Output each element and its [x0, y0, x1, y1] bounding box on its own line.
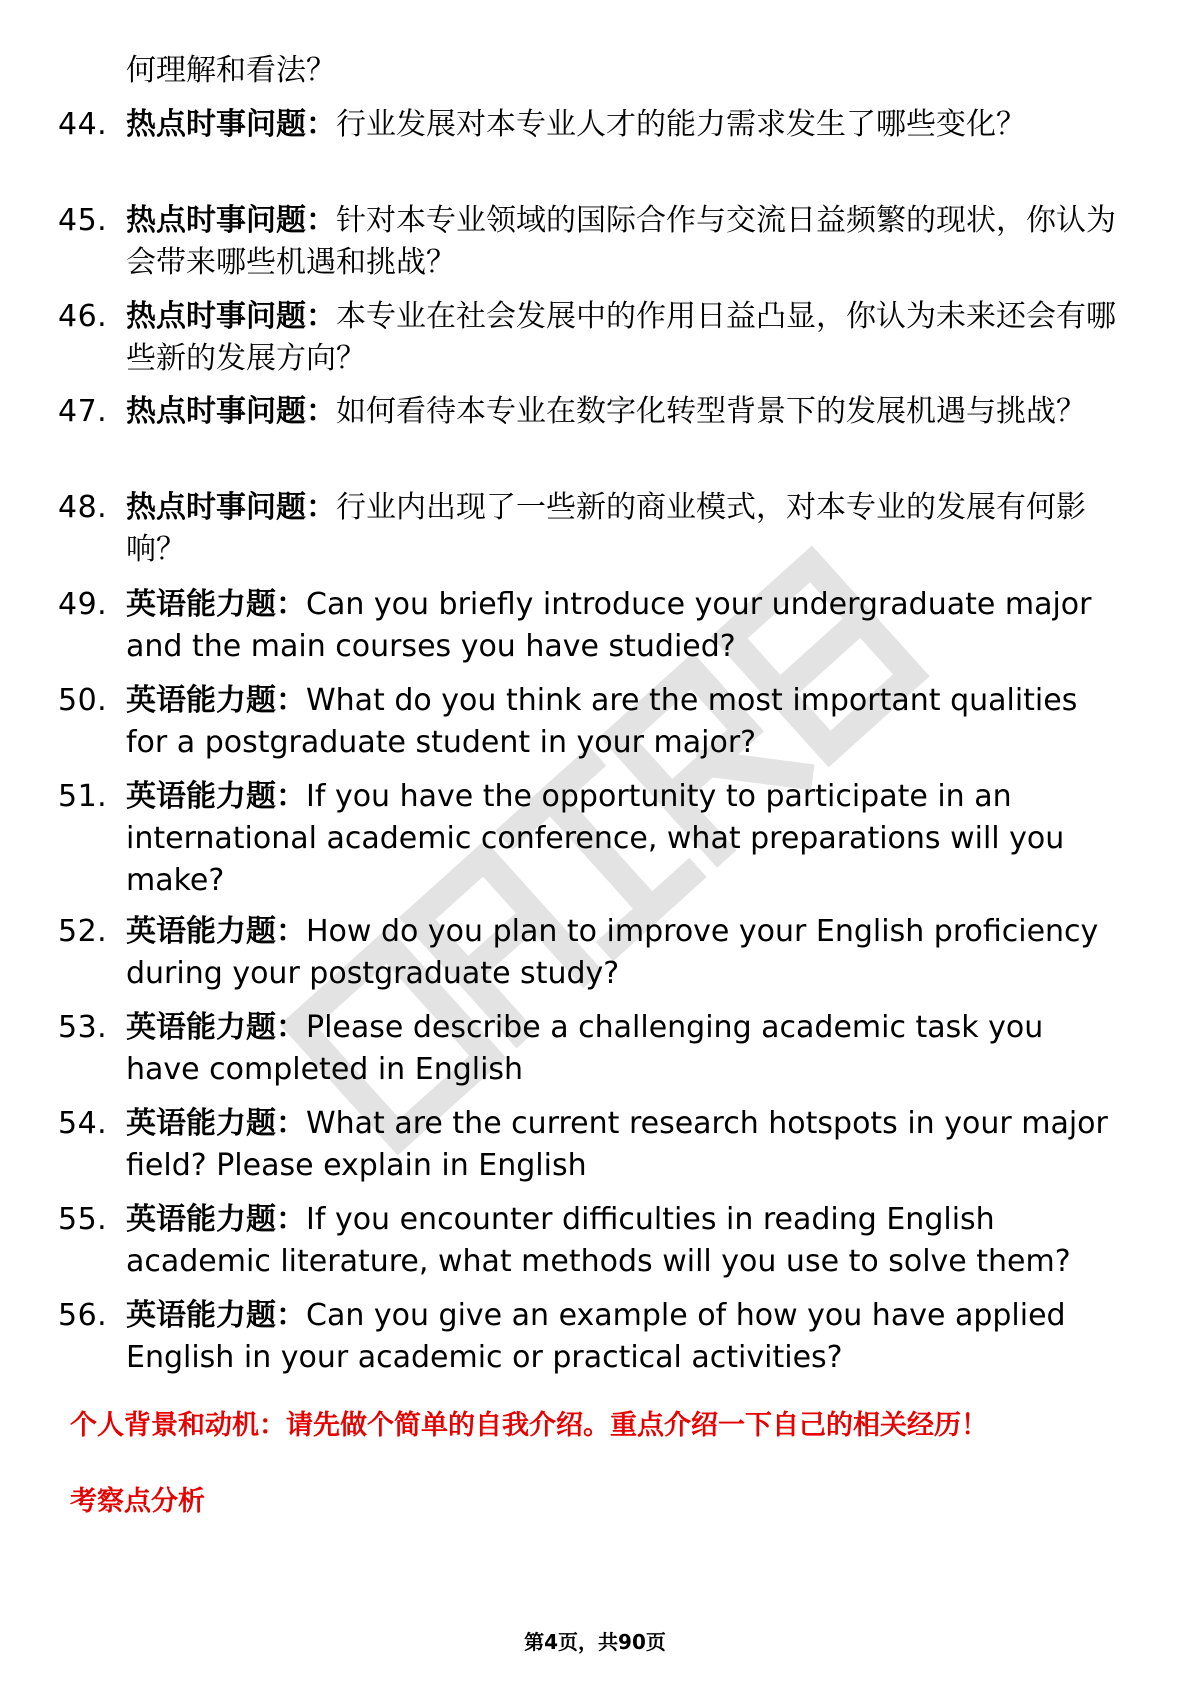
- question-text: 本专业在社会发展中的作用日益凸显，你认为未来还会有哪些新的发展方向？: [126, 299, 1116, 376]
- list-item: [58, 1199, 1118, 1283]
- list-item: [58, 584, 1118, 668]
- question-tag: 英语能力题：: [126, 1106, 306, 1141]
- list-item: [58, 391, 1118, 433]
- list-item: [58, 680, 1118, 764]
- question-number: 46.: [58, 299, 108, 334]
- question-body: [126, 200, 1118, 284]
- question-body: [126, 104, 1118, 146]
- question-text: Can you give an example of how you have applied English in your academic or practical activities?: [126, 1298, 1066, 1375]
- question-body: [126, 296, 1118, 380]
- question-number: 52.: [58, 914, 108, 949]
- question-number: 45.: [58, 203, 108, 238]
- question-number: 54.: [58, 1106, 108, 1141]
- question-body: [126, 1295, 1118, 1379]
- question-body: [126, 391, 1118, 433]
- question-tag: 英语能力题：: [126, 587, 306, 622]
- list-item: [58, 200, 1118, 284]
- question-body: [126, 776, 1118, 902]
- question-body: [126, 487, 1118, 571]
- list-item: [58, 487, 1118, 571]
- list-item: [58, 776, 1118, 902]
- question-tag: 热点时事问题：: [126, 203, 336, 238]
- question-tag: 英语能力题：: [126, 779, 306, 814]
- question-text: 行业发展对本专业人才的能力需求发生了哪些变化？: [336, 107, 1026, 142]
- question-body: [126, 584, 1118, 668]
- question-text: Please describe a challenging academic task you have completed in English: [126, 1010, 1044, 1087]
- question-body: [126, 911, 1118, 995]
- question-number: 49.: [58, 587, 108, 622]
- question-text: 针对本专业领域的国际合作与交流日益频繁的现状，你认为会带来哪些机遇和挑战？: [126, 203, 1116, 280]
- question-tag: 热点时事问题：: [126, 490, 336, 525]
- analysis-heading: 考察点分析: [70, 1486, 205, 1517]
- continuation-text: 何理解和看法？: [126, 53, 336, 88]
- question-text: 行业内出现了一些新的商业模式，对本专业的发展有何影响？: [126, 490, 1086, 567]
- question-body: [126, 1199, 1118, 1283]
- section-heading: 个人背景和动机：请先做个简单的自我介绍。重点介绍一下自己的相关经历！: [70, 1410, 988, 1441]
- question-number: 50.: [58, 683, 108, 718]
- question-tag: 热点时事问题：: [126, 299, 336, 334]
- question-number: 56.: [58, 1298, 108, 1333]
- page-number-footer: 第4页，共90页: [524, 1630, 666, 1654]
- question-tag: 英语能力题：: [126, 683, 306, 718]
- question-number: 51.: [58, 779, 108, 814]
- question-body: [126, 1103, 1118, 1187]
- question-tag: 英语能力题：: [126, 1298, 306, 1333]
- question-text: 如何看待本专业在数字化转型背景下的发展机遇与挑战？: [336, 394, 1086, 429]
- question-number: 55.: [58, 1202, 108, 1237]
- question-number: 53.: [58, 1010, 108, 1045]
- list-item: [58, 1295, 1118, 1379]
- list-item: [58, 296, 1118, 380]
- list-item: [58, 911, 1118, 995]
- question-tag: 英语能力题：: [126, 1202, 306, 1237]
- list-item: [58, 1007, 1118, 1091]
- question-text: If you encounter difficulties in reading English academic literature, what methods will you use to solve them?: [126, 1202, 1071, 1279]
- question-number: 44.: [58, 107, 108, 142]
- question-text: How do you plan to improve your English proficiency during your postgraduate study?: [126, 914, 1099, 991]
- question-text: What do you think are the most important qualities for a postgraduate student in your major?: [126, 683, 1078, 760]
- question-number: 47.: [58, 394, 108, 429]
- question-tag: 热点时事问题：: [126, 394, 336, 429]
- question-tag: 英语能力题：: [126, 914, 306, 949]
- question-text: If you have the opportunity to participate in an international academic conference, what preparations will you make?: [126, 779, 1065, 898]
- question-text: Can you briefly introduce your undergraduate major and the main courses you have studied?: [126, 587, 1092, 664]
- question-body: [126, 680, 1118, 764]
- question-body: [126, 1007, 1118, 1091]
- question-number: 48.: [58, 490, 108, 525]
- list-item: [58, 1103, 1118, 1187]
- question-text: What are the current research hotspots in your major field? Please explain in English: [126, 1106, 1108, 1183]
- list-item: [58, 104, 1118, 146]
- question-tag: 英语能力题：: [126, 1010, 306, 1045]
- question-tag: 热点时事问题：: [126, 107, 336, 142]
